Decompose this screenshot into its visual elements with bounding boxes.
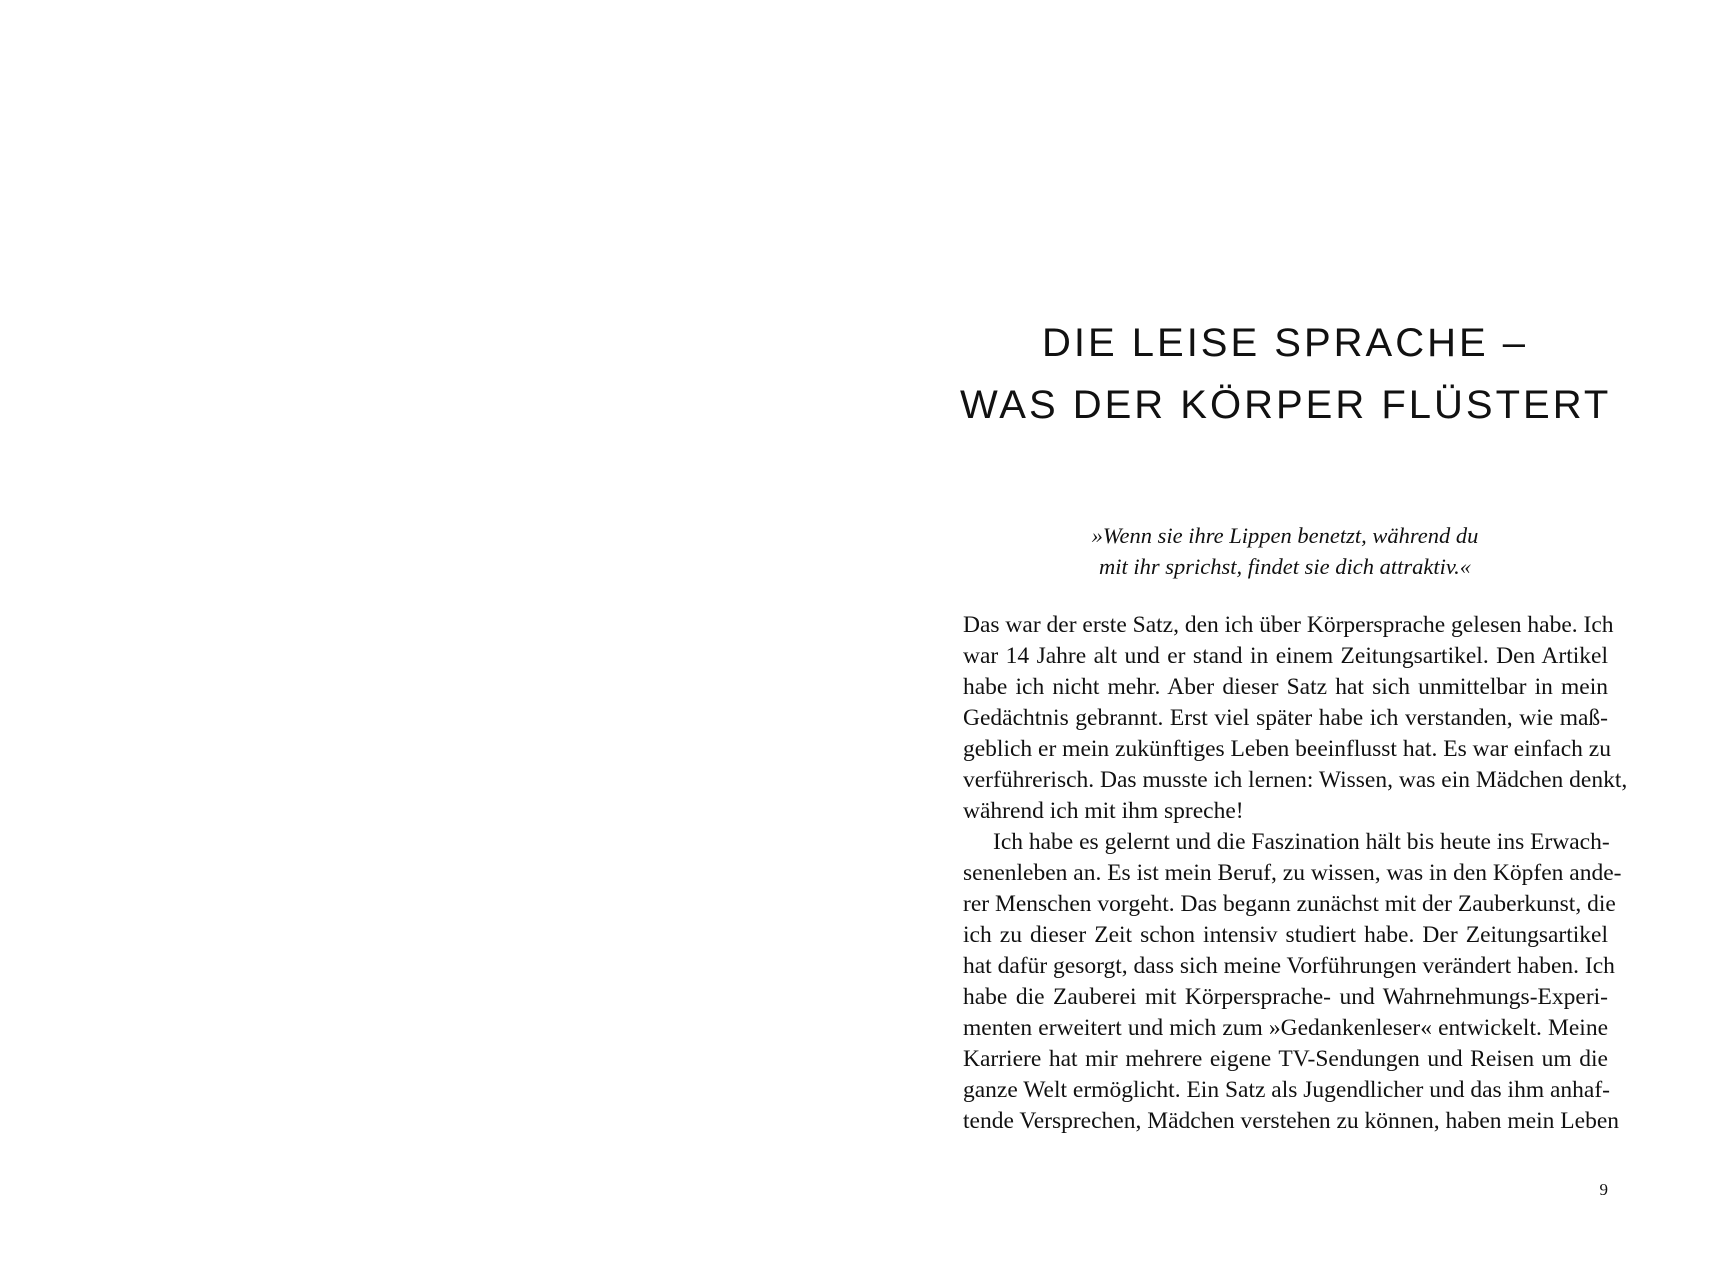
text-line: geblich er mein zukünftiges Leben beeinflusst hat. Es war einfach zu (963, 736, 1611, 762)
epigraph-quote (960, 520, 1610, 582)
text-line: ganze Welt ermöglicht. Ein Satz als Jugendlicher und das ihm anhaf- (963, 1077, 1610, 1103)
text-line: war 14 Jahre alt und er stand in einem Zeitungsartikel. Den Artikel (963, 643, 1608, 669)
paragraph-2 (963, 827, 1622, 1137)
epigraph-line-2: mit ihr sprichst, findet sie dich attraktiv.« (1098, 554, 1472, 579)
page-number: 9 (1599, 1180, 1608, 1199)
epigraph-line-1: »Wenn sie ihre Lippen benetzt, während du (1091, 523, 1479, 548)
body-text (963, 610, 1628, 1137)
text-line: ich zu dieser Zeit schon intensiv studiert habe. Der Zeitungsartikel (963, 922, 1608, 948)
text-line: Ich habe es gelernt und die Faszination hält bis heute ins Erwach- (993, 829, 1610, 855)
text-line: senenleben an. Es ist mein Beruf, zu wissen, was in den Köpfen ande- (963, 860, 1622, 886)
text-line: Karriere hat mir mehrere eigene TV-Sendungen und Reisen um die (963, 1046, 1608, 1072)
chapter-title (960, 312, 1610, 436)
text-line: rer Menschen vorgeht. Das begann zunächst mit der Zauberkunst, die (963, 891, 1616, 917)
text-line: habe ich nicht mehr. Aber dieser Satz hat sich unmittelbar in mein (963, 674, 1608, 700)
text-line: Das war der erste Satz, den ich über Körpersprache gelesen habe. Ich (963, 612, 1614, 638)
text-line: hat dafür gesorgt, dass sich meine Vorführungen verändert haben. Ich (963, 953, 1615, 979)
text-line: menten erweitert und mich zum »Gedankenleser« entwickelt. Meine (963, 1015, 1608, 1041)
text-line: Gedächtnis gebrannt. Erst viel später habe ich verstanden, wie maß- (963, 705, 1608, 731)
paragraph-1 (963, 610, 1628, 827)
left-page-blank (0, 0, 856, 1270)
chapter-title-line-1: DIE LEISE SPRACHE – (1041, 321, 1529, 365)
text-line: habe die Zauberei mit Körpersprache- und Wahrnehmungs-Experi- (963, 984, 1608, 1010)
text-line: tende Versprechen, Mädchen verstehen zu können, haben mein Leben (963, 1108, 1620, 1134)
text-line: während ich mit ihm spreche! (963, 798, 1244, 824)
chapter-title-line-2: WAS DER KÖRPER FLÜSTERT (960, 383, 1612, 427)
text-line: verführerisch. Das musste ich lernen: Wissen, was ein Mädchen denkt, (963, 767, 1628, 793)
